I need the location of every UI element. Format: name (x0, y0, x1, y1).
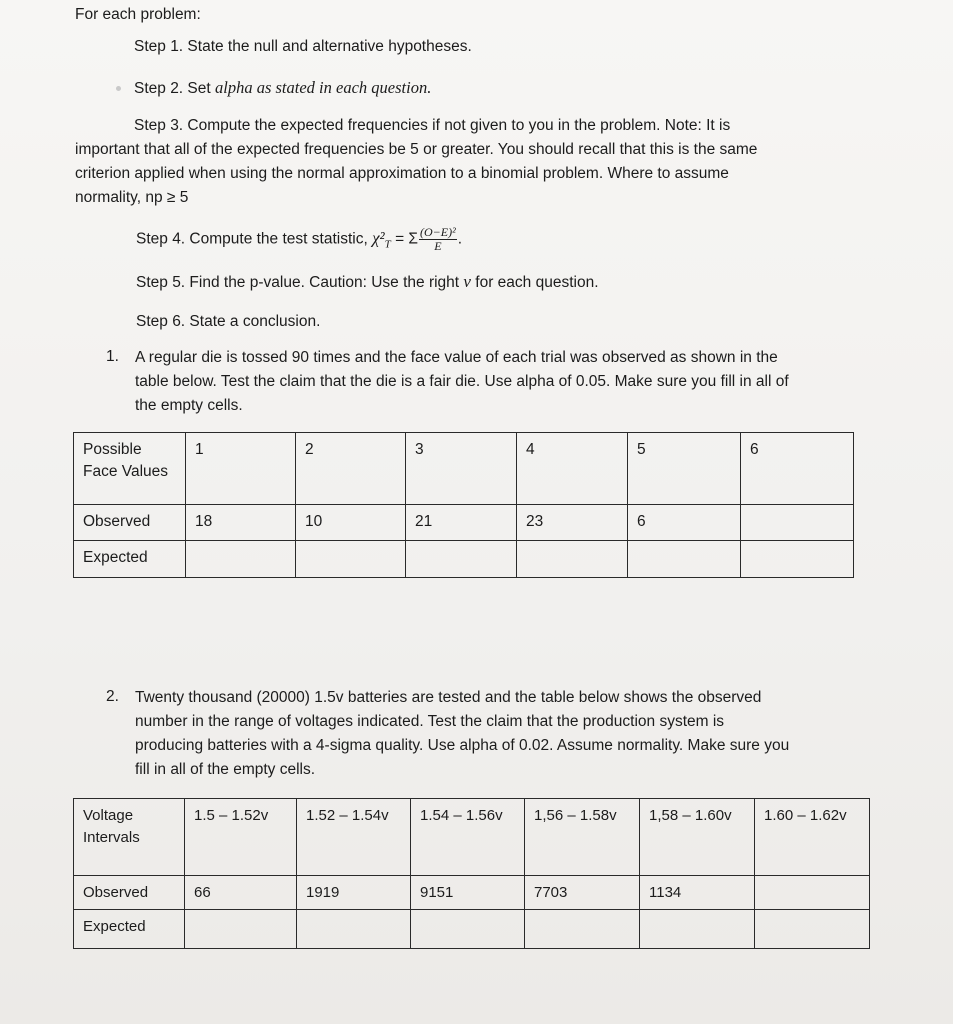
row-label-line: Possible (83, 441, 142, 458)
face-value-cell: 4 (517, 433, 628, 505)
step-5 (136, 272, 599, 292)
step-5-suffix: for each question. (470, 274, 599, 291)
observed-cell: 10 (296, 505, 406, 541)
formula-fraction (419, 226, 457, 253)
voltage-interval-cell: 1.60 – 1.62v (755, 799, 870, 876)
chi-square-subscript: T (384, 238, 391, 251)
expected-cell-empty[interactable] (525, 910, 640, 949)
intro-heading: For each problem: (75, 6, 201, 23)
formula-numerator: (O−E)² (420, 225, 456, 239)
voltage-interval-cell: 1.5 – 1.52v (185, 799, 297, 876)
voltage-interval-cell: 1,58 – 1.60v (640, 799, 755, 876)
step-2-prefix: Step 2. Set (134, 80, 215, 97)
observed-cell: 7703 (525, 876, 640, 910)
step-3-line: Step 3. Compute the expected frequencies if not given to you in the problem. Note: It is (134, 117, 731, 134)
row-label-expected: Expected (74, 541, 186, 578)
problem-1-text (135, 346, 789, 418)
observed-cell-empty[interactable] (741, 505, 854, 541)
expected-cell-empty[interactable] (411, 910, 525, 949)
table-row-header (74, 433, 854, 505)
expected-cell-empty[interactable] (406, 541, 517, 578)
problem-2-line: producing batteries with a 4-sigma quality. Use alpha of 0.02. Assume normality. Make sure you (135, 737, 790, 754)
expected-cell-empty[interactable] (185, 910, 297, 949)
step-2-italic: alpha as stated in each question. (215, 78, 432, 97)
bullet-mark (116, 86, 121, 91)
observed-cell: 1134 (640, 876, 755, 910)
problem-1-line: the empty cells. (135, 397, 243, 414)
row-label-line: Face Values (83, 463, 169, 480)
step-1: Step 1. State the null and alternative hypotheses. (134, 38, 472, 55)
row-label-observed: Observed (74, 876, 185, 910)
table-row-expected (74, 910, 870, 949)
expected-cell-empty[interactable] (755, 910, 870, 949)
table-row-observed (74, 876, 870, 910)
step-6: Step 6. State a conclusion. (136, 313, 321, 330)
row-label-line: Intervals (83, 829, 140, 846)
observed-cell: 23 (517, 505, 628, 541)
row-label-expected: Expected (74, 910, 185, 949)
formula-denominator: E (434, 239, 442, 253)
chi-square-symbol: χ² (372, 228, 385, 248)
expected-cell-empty[interactable] (628, 541, 741, 578)
step-3-line: criterion applied when using the normal approximation to a binomial problem. Where to assume (75, 165, 729, 182)
step-4-prefix: Step 4. Compute the test statistic, (136, 230, 373, 248)
step-4-suffix: . (457, 230, 463, 248)
expected-cell-empty[interactable] (296, 541, 406, 578)
table-row-expected (74, 541, 854, 578)
row-label-voltage-intervals (74, 799, 185, 876)
voltage-interval-cell: 1.52 – 1.54v (297, 799, 411, 876)
problem-1-line: table below. Test the claim that the die is a fair die. Use alpha of 0.05. Make sure you fill in all of (135, 373, 789, 390)
problem-2-line: Twenty thousand (20000) 1.5v batteries are tested and the table below shows the observed (135, 689, 762, 706)
face-value-cell: 6 (741, 433, 854, 505)
problem-2-number: 2. (106, 688, 119, 705)
problem-2-line: fill in all of the empty cells. (135, 761, 316, 778)
expected-cell-empty[interactable] (640, 910, 755, 949)
step-3-line: normality, np ≥ 5 (75, 189, 189, 206)
expected-cell-empty[interactable] (186, 541, 296, 578)
observed-cell: 21 (406, 505, 517, 541)
die-table (73, 432, 854, 578)
row-label-line: Voltage (83, 807, 134, 824)
problem-2-text (135, 686, 789, 782)
expected-cell-empty[interactable] (297, 910, 411, 949)
observed-cell: 6 (628, 505, 741, 541)
nu-symbol: ν (463, 272, 471, 291)
row-label-observed: Observed (74, 505, 186, 541)
voltage-interval-cell: 1.54 – 1.56v (411, 799, 525, 876)
step-3 (75, 114, 757, 210)
table-row-observed (74, 505, 854, 541)
problem-2-line: number in the range of voltages indicated. Test the claim that the production system is (135, 713, 725, 730)
step-4 (136, 226, 462, 253)
expected-cell-empty[interactable] (741, 541, 854, 578)
row-label-face-values (74, 433, 186, 505)
expected-cell-empty[interactable] (517, 541, 628, 578)
observed-cell: 66 (185, 876, 297, 910)
step-5-prefix: Step 5. Find the p-value. Caution: Use the right (136, 274, 464, 291)
observed-cell: 9151 (411, 876, 525, 910)
observed-cell: 18 (186, 505, 296, 541)
face-value-cell: 3 (406, 433, 517, 505)
step-2 (134, 78, 431, 98)
voltage-table (73, 798, 870, 949)
problem-1-number: 1. (106, 348, 119, 365)
summation-symbol: = Σ (390, 230, 419, 248)
table-row-header (74, 799, 870, 876)
problem-1-line: A regular die is tossed 90 times and the face value of each trial was observed as shown in the (135, 349, 778, 366)
face-value-cell: 2 (296, 433, 406, 505)
observed-cell: 1919 (297, 876, 411, 910)
step-3-line: important that all of the expected frequencies be 5 or greater. You should recall that this is the same (75, 141, 758, 158)
voltage-interval-cell: 1,56 – 1.58v (525, 799, 640, 876)
observed-cell-empty[interactable] (755, 876, 870, 910)
face-value-cell: 5 (628, 433, 741, 505)
face-value-cell: 1 (186, 433, 296, 505)
